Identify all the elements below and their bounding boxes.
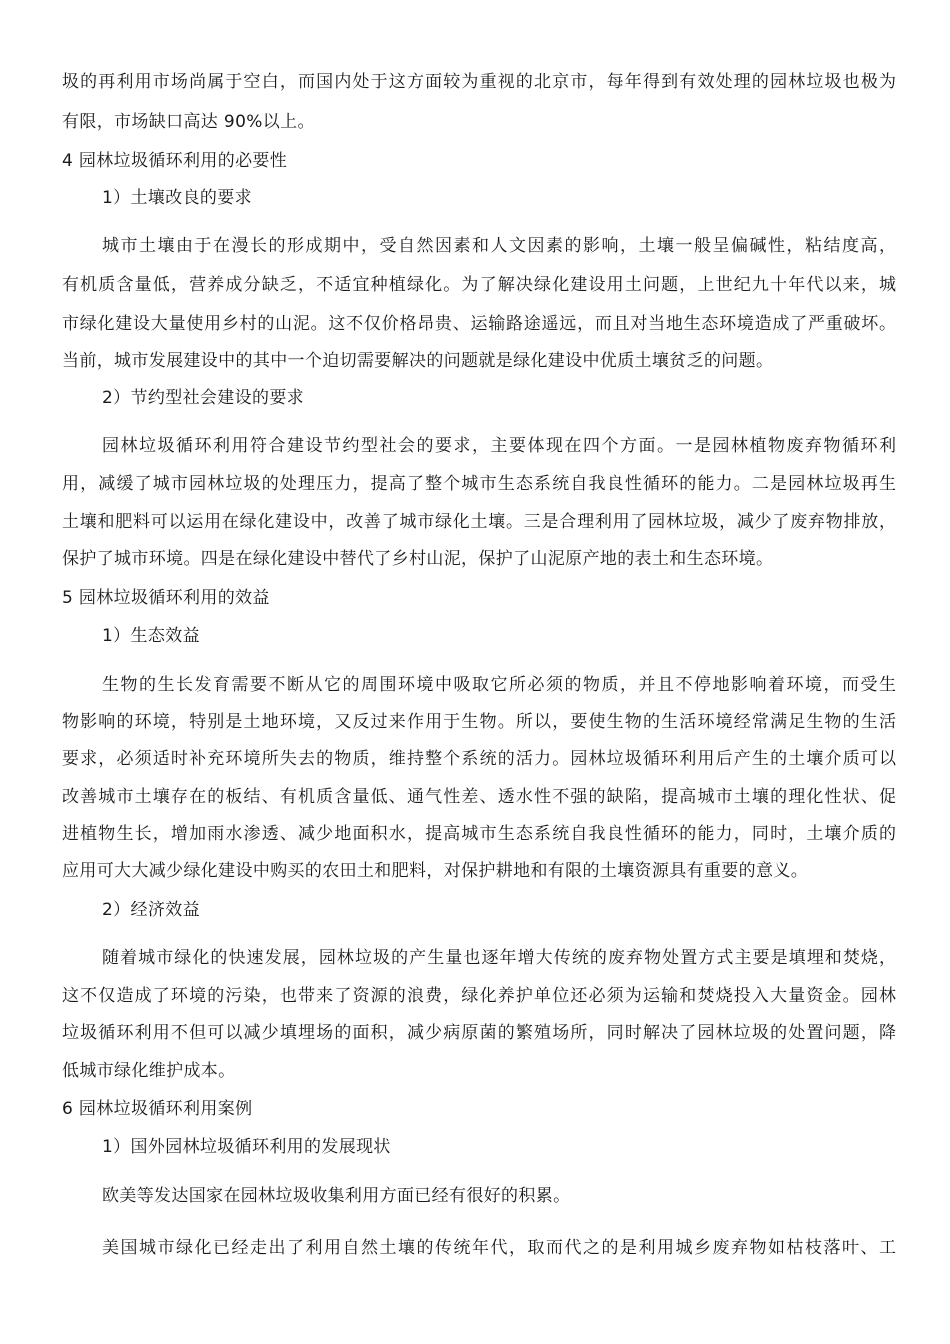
paragraph-line: 改善城市土壤存在的板结、有机质含量低、通气性差、透水性不强的缺陷，提高城市土壤的理化性状、促	[62, 787, 896, 807]
paragraph-line: 这不仅造成了环境的污染，也带来了资源的浪费，绿化养护单位还必须为运输和焚烧投入大量资金。园林	[62, 986, 896, 1006]
paragraph-line: 有限，市场缺口高达 90%以上。	[62, 112, 315, 132]
paragraph-line: 市绿化建设大量使用乡村的山泥。这不仅价格昂贵、运输路途遥远，而且对当地生态环境造成了严重破坏。	[62, 314, 896, 334]
paragraph-line: 圾的再利用市场尚属于空白，而国内处于这方面较为重视的北京市，每年得到有效处理的园林垃圾也极为	[62, 72, 896, 92]
section-heading: 6 园林垃圾循环利用案例	[62, 1099, 253, 1119]
paragraph-line: 生物的生长发育需要不断从它的周围环境中吸取它所必须的物质，并且不停地影响着环境，而受生	[102, 675, 896, 695]
section-heading: 4 园林垃圾循环利用的必要性	[62, 151, 288, 171]
paragraph-line: 有机质含量低，营养成分缺乏，不适宜种植绿化。为了解决绿化建设用土问题，上世纪九十年代以来，城	[62, 275, 896, 295]
paragraph-line: 随着城市绿化的快速发展，园林垃圾的产生量也逐年增大传统的废弃物处置方式主要是填埋和焚烧，	[102, 948, 896, 968]
paragraph-line: 保护了城市环境。四是在绿化建设中替代了乡村山泥，保护了山泥原产地的表土和生态环境。	[62, 549, 774, 569]
paragraph-line: 土壤和肥料可以运用在绿化建设中，改善了城市绿化土壤。三是合理利用了园林垃圾，减少了废弃物排放，	[62, 512, 896, 532]
paragraph-line: 垃圾循环利用不但可以减少填埋场的面积，减少病原菌的繁殖场所，同时解决了园林垃圾的处置问题，降	[62, 1023, 896, 1043]
paragraph-line: 园林垃圾循环利用符合建设节约型社会的要求，主要体现在四个方面。一是园林植物废弃物循环利	[102, 436, 896, 456]
paragraph-line: 应用可大大减少绿化建设中购买的农田土和肥料，对保护耕地和有限的土壤资源具有重要的意义。	[62, 861, 809, 881]
section-heading: 5 园林垃圾循环利用的效益	[62, 588, 270, 608]
paragraph-line: 当前，城市发展建设中的其中一个迫切需要解决的问题就是绿化建设中优质土壤贫乏的问题。	[62, 351, 774, 371]
paragraph-line: 用，减缓了城市园林垃圾的处理压力，提高了整个城市生态系统自我良性循环的能力。二是园林垃圾再生	[62, 474, 896, 494]
subsection-heading: 2）经济效益	[102, 900, 200, 920]
subsection-heading: 2）节约型社会建设的要求	[102, 388, 305, 408]
subsection-heading: 1）土壤改良的要求	[102, 188, 252, 208]
subsection-heading: 1）生态效益	[102, 626, 200, 646]
paragraph-line: 进植物生长，增加雨水渗透、减少地面积水，提高城市生态系统自我良性循环的能力，同时，土壤介质的	[62, 824, 896, 844]
paragraph-line: 美国城市绿化已经走出了利用自然土壤的传统年代，取而代之的是利用城乡废弃物如枯枝落叶、工	[102, 1238, 896, 1258]
paragraph-line: 欧美等发达国家在园林垃圾收集利用方面已经有很好的积累。	[102, 1186, 571, 1206]
paragraph-line: 城市土壤由于在漫长的形成期中，受自然因素和人文因素的影响，土壤一般呈偏碱性，粘结度高，	[102, 236, 896, 256]
paragraph-line: 要求，必须适时补充环境所失去的物质，维持整个系统的活力。园林垃圾循环利用后产生的土壤介质可以	[62, 749, 896, 769]
paragraph-line: 低城市绿化维护成本。	[62, 1061, 236, 1081]
paragraph-line: 物影响的环境，特别是土地环境，又反过来作用于生物。所以，要使生物的生活环境经常满足生物的生活	[62, 712, 896, 732]
subsection-heading: 1）国外园林垃圾循环利用的发展现状	[102, 1137, 391, 1157]
